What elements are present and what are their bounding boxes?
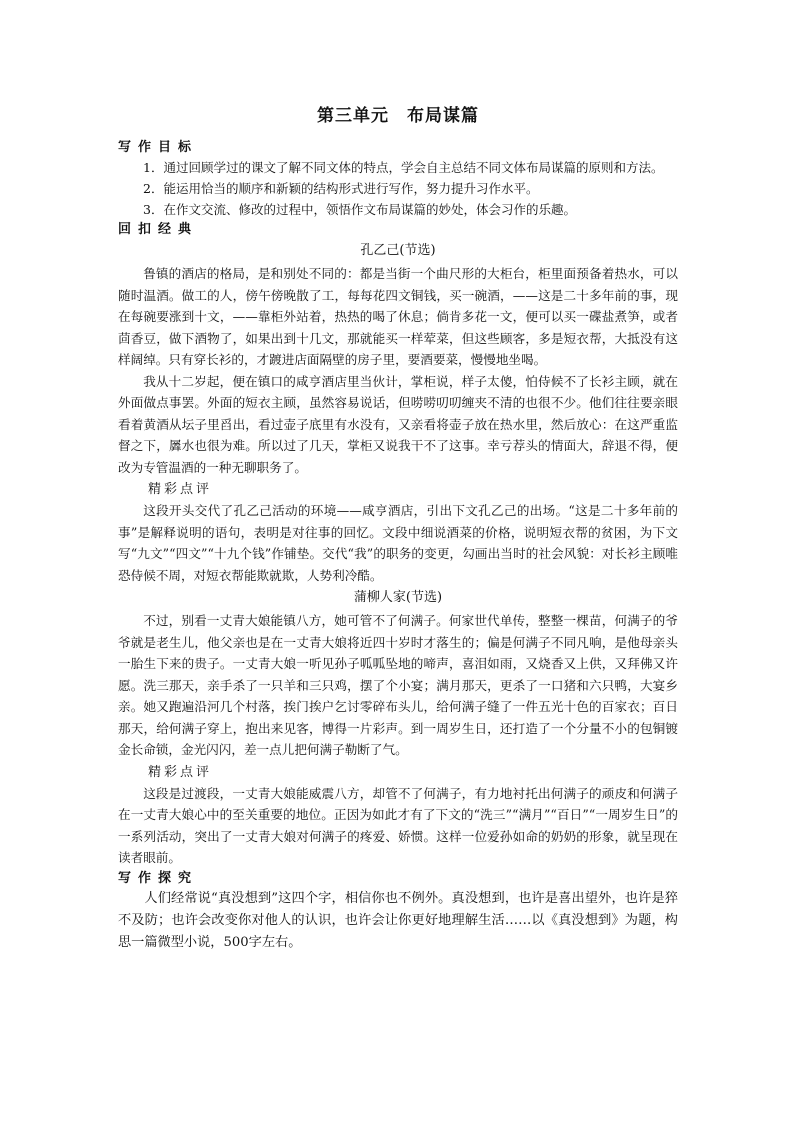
text-title-kongyiji: 孔乙己(节选) (360, 243, 436, 258)
writing-goals-section (118, 138, 678, 220)
page-title: 第三单元 布局谋篇 (317, 106, 479, 126)
excerpt-paragraph: 我从十二岁起，便在镇口的咸亨酒店里当伙计，掌柜说，样子太傻，怕侍候不了长衫主顾，就在外面做点事罢。外面的短衣主顾，虽然容易说话，但唠唠叨叨缠夹不清的也很不少。他们往往要亲眼看着黄酒从坛子里舀出，看过壶子底里有水没有，又亲看将壶子放在热水里，然后放心：在这严重监督之下，羼水也很为难。所以过了几天，掌柜又说我干不了这事。幸亏荐头的情面大，辞退不得，便改为专管温酒的一种无聊职务了。 (118, 373, 678, 475)
document-page (118, 104, 678, 954)
comment-heading: 精彩点评 (148, 764, 213, 780)
writing-task: 人们经常说“真没想到”这四个字，相信你也不例外。真没想到，也许是喜出望外，也许是猝不及防；也许会改变你对他人的认识，也许会让你更好地理解生活……以《真没想到》为题，构思一篇微型小说，500字左右。 (118, 890, 678, 950)
goal-item: 3．在作文交流、修改的过程中，领悟作文布局谋篇的妙处，体会习作的乐趣。 (143, 202, 576, 217)
excerpt-paragraph: 鲁镇的酒店的格局，是和别处不同的：都是当街一个曲尺形的大柜台，柜里面预备着热水，可以随时温酒。做工的人，傍午傍晚散了工，每每花四文铜钱，买一碗酒，——这是二十多年前的事，现在每碗要涨到十文，——靠柜外站着，热热的喝了休息；倘肯多花一文，便可以买一碟盐煮笋，或者茴香豆，做下酒物了，如果出到十几文，那就能买一样荤菜，但这些顾客，多是短衣帮，大抵没有这样阔绰。只有穿长衫的，才踱进店面隔壁的房子里，要酒要菜，慢慢地坐喝。 (118, 266, 678, 367)
goal-item: 2．能运用恰当的顺序和新颖的结构形式进行写作，努力提升习作水平。 (143, 181, 539, 196)
writing-explore-section (118, 869, 678, 954)
goal-item: 1．通过回顾学过的课文了解不同文体的特点，学会自主总结不同文体布局谋篇的原则和方法。 (143, 160, 664, 175)
comment-text: 这段开头交代了孔乙己活动的环境——咸亨酒店，引出下文孔乙己的出场。“这是二十多年前的事”是解释说明的语句，表明是对往事的回忆。文段中细说酒菜的价格，说明短衣帮的贫困，为下文写“九文”“四文”“十九个钱”作铺垫。交代“我”的职务的变更，勾画出当时的社会风貌：对长衫主顾唯恐侍候不周，对短衣帮能欺就欺，人势利冷酷。 (118, 503, 678, 583)
excerpt-paragraph: 不过，别看一丈青大娘能镇八方，她可管不了何满子。何家世代单传，整整一棵苗，何满子的爷爷就是老生儿，他父亲也是在一丈青大娘将近四十岁时才落生的；偏是何满子不同凡响，是他母亲头一胎生下来的贵子。一丈青大娘一听见孙子呱呱坠地的啼声，喜泪如雨，又烧香又上供，又拜佛又许愿。洗三那天，亲手杀了一只羊和三只鸡，摆了个小宴；满月那天，更杀了一口猪和六只鸭，大宴乡亲。她又跑遍沿河几个村落，挨门挨户乞讨零碎布头儿，给何满子缝了一件五光十色的百家衣；百日那天，给何满子穿上，抱出来见客，博得一片彩声。到一周岁生日，还打造了一个分量不小的包铜镀金长命锁，金光闪闪，差一点儿把何满子勒断了气。 (118, 613, 678, 757)
comment-text: 这段是过渡段，一丈青大娘能威震八方，却管不了何满子，有力地衬托出何满子的顽皮和何满子在一丈青大娘心中的至关重要的地位。正因为如此才有了下文的“洗三”“满月”“百日”“一周岁生日”的一系列活动，突出了一丈青大娘对何满子的疼爱、娇惯。这样一位爱孙如命的奶奶的形象，就呈现在读者眼前。 (118, 785, 678, 865)
classics-section (118, 220, 678, 869)
writing-goals-heading: 写作目标 (118, 140, 199, 155)
writing-explore-heading: 写作探究 (118, 870, 199, 886)
text-title-puliurenjia: 蒲柳人家(节选) (353, 590, 443, 605)
classics-heading: 回扣经典 (118, 222, 199, 237)
comment-heading: 精彩点评 (148, 482, 213, 497)
